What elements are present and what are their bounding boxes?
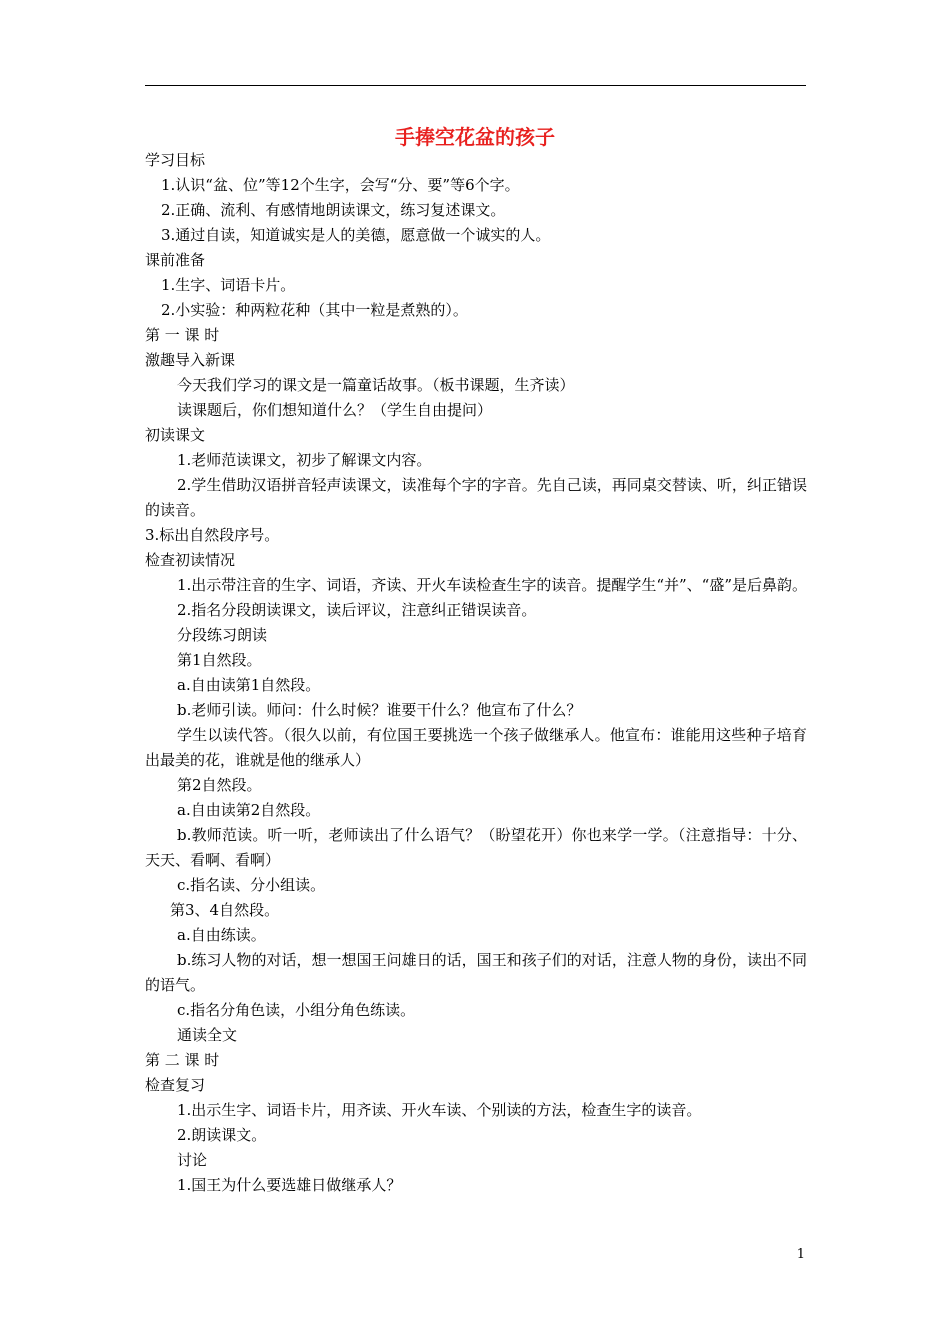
- paragraph: 第3、4自然段。: [170, 901, 280, 919]
- paragraph: c.指名读、分小组读。: [177, 876, 326, 894]
- page-number: 1: [796, 1247, 805, 1262]
- paragraph: 课前准备: [145, 251, 206, 269]
- paragraph: 读课题后，你们想知道什么？（学生自由提问）: [177, 401, 493, 419]
- paragraph: 讨论: [177, 1151, 208, 1169]
- document-title: 手捧空花盆的孩子: [395, 125, 555, 149]
- paragraph: 检查复习: [145, 1076, 206, 1094]
- paragraph: 检查初读情况: [145, 551, 236, 569]
- paragraph: 第 二 课 时: [145, 1051, 220, 1069]
- paragraph: 激趣导入新课: [145, 351, 236, 369]
- paragraph: 第1自然段。: [177, 651, 262, 669]
- paragraph: b.教师范读。听一听，老师读出了什么语气？（盼望花开）你也来学一学。（注意指导：十分、天天、看啊、看啊）: [145, 826, 807, 869]
- paragraph: 1.出示生字、词语卡片，用齐读、开火车读、个别读的方法，检查生字的读音。: [177, 1101, 702, 1119]
- paragraph: 第 一 课 时: [145, 326, 220, 344]
- paragraph: 2.正确、流利、有感情地朗读课文，练习复述课文。: [161, 201, 506, 219]
- paragraph: 通读全文: [177, 1026, 238, 1044]
- paragraph: 2.朗读课文。: [177, 1126, 267, 1144]
- paragraph: 第2自然段。: [177, 776, 262, 794]
- paragraph: b.练习人物的对话，想一想国王问雄日的话，国王和孩子们的对话，注意人物的身份，读出不同的语气。: [145, 951, 807, 994]
- paragraph: 2.指名分段朗读课文，读后评议，注意纠正错误读音。: [177, 601, 537, 619]
- paragraph: 今天我们学习的课文是一篇童话故事。（板书课题，生齐读）: [177, 376, 575, 394]
- paragraph: 3.标出自然段序号。: [145, 526, 280, 544]
- paragraph: 1.生字、词语卡片。: [161, 276, 296, 294]
- paragraph: a.自由读第2自然段。: [177, 801, 321, 819]
- paragraph: a.自由读第1自然段。: [177, 676, 321, 694]
- paragraph: 2.小实验：种两粒花种（其中一粒是煮熟的）。: [161, 301, 468, 319]
- paragraph: 3.通过自读，知道诚实是人的美德，愿意做一个诚实的人。: [161, 226, 551, 244]
- paragraph: 1.国王为什么要选雄日做继承人？: [177, 1176, 402, 1194]
- paragraph: 1.认识“盆、位”等12个生字，会写“分、要”等6个字。: [161, 176, 520, 194]
- paragraph: a.自由练读。: [177, 926, 266, 944]
- header-rule: [145, 85, 806, 86]
- paragraph: 初读课文: [145, 426, 206, 444]
- document-body: [145, 148, 807, 1198]
- paragraph: 分段练习朗读: [177, 626, 268, 644]
- paragraph: 学生以读代答。（很久以前，有位国王要挑选一个孩子做继承人。他宣布：谁能用这些种子培育出最美的花，谁就是他的继承人）: [145, 726, 807, 769]
- paragraph: b.老师引读。师问：什么时候？谁要干什么？他宣布了什么？: [177, 701, 582, 719]
- paragraph: 1.老师范读课文，初步了解课文内容。: [177, 451, 432, 469]
- paragraph: c.指名分角色读，小组分角色练读。: [177, 1001, 416, 1019]
- paragraph: 1.出示带注音的生字、词语，齐读、开火车读检查生字的读音。提醒学生“并”、“盛”是后鼻韵。: [177, 576, 807, 594]
- paragraph: 2.学生借助汉语拼音轻声读课文，读准每个字的字音。先自己读，再同桌交替读、听，纠正错误的读音。: [145, 476, 807, 519]
- paragraph: 学习目标: [145, 151, 206, 169]
